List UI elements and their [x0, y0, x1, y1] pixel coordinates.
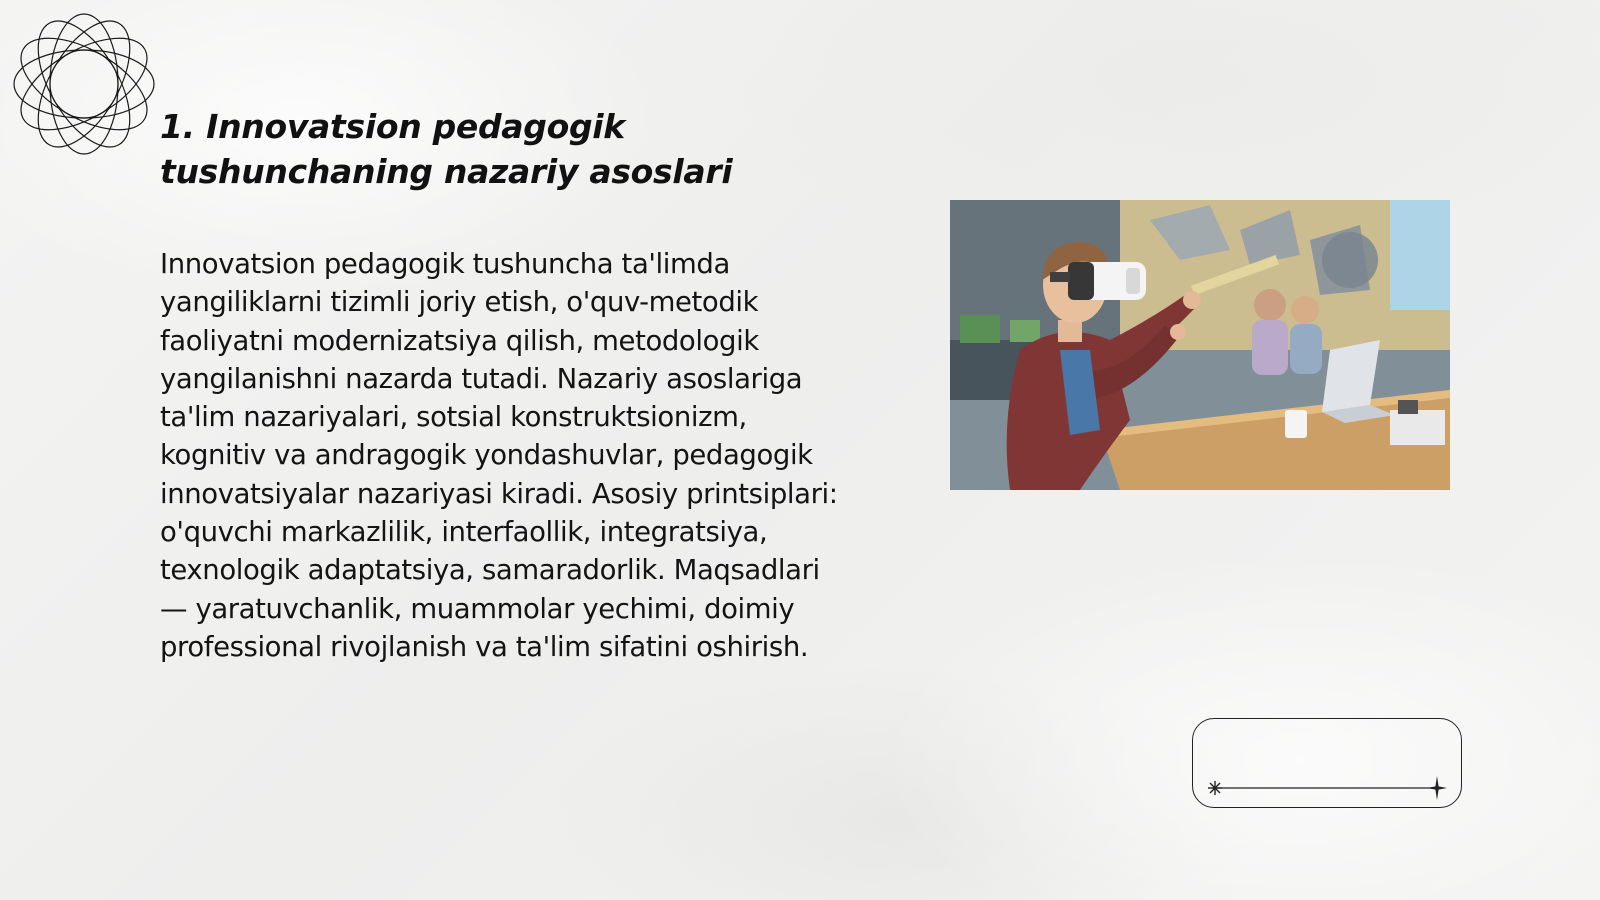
slide-title: 1. Innovatsion pedagogik tushunchaning nazariy asoslari: [160, 107, 733, 191]
slide-body-text: Innovatsion pedagogik tushuncha ta'limda yangiliklarni tizimli joriy etish, o'quv-metodik faoliyatni modernizatsiya qilish, metodologik yangilanishni nazarda tutadi. Nazariy asoslariga ta'lim nazariyalari, sotsial konstruktsionizm, kognitiv va andragogik yondashuvlar, pedagogik innovatsiyalar nazariyasi kiradi. Asosiy printsiplari: o'quvchi markazlilik, interfaollik, integratsiya, texnologik adaptatsiya, samaradorlik. Maqsadlari — yaratuvchanlik, muammolar yechimi, doimiy professional rivojlanish va ta'lim sifatini oshirish.: [160, 248, 838, 663]
vr-classroom-photo: [950, 200, 1450, 490]
plus-star-icon: [1427, 776, 1447, 800]
sparkle-icon: [1208, 781, 1222, 795]
decorative-card: [1192, 718, 1462, 808]
orbit-rings-icon: [10, 10, 158, 158]
